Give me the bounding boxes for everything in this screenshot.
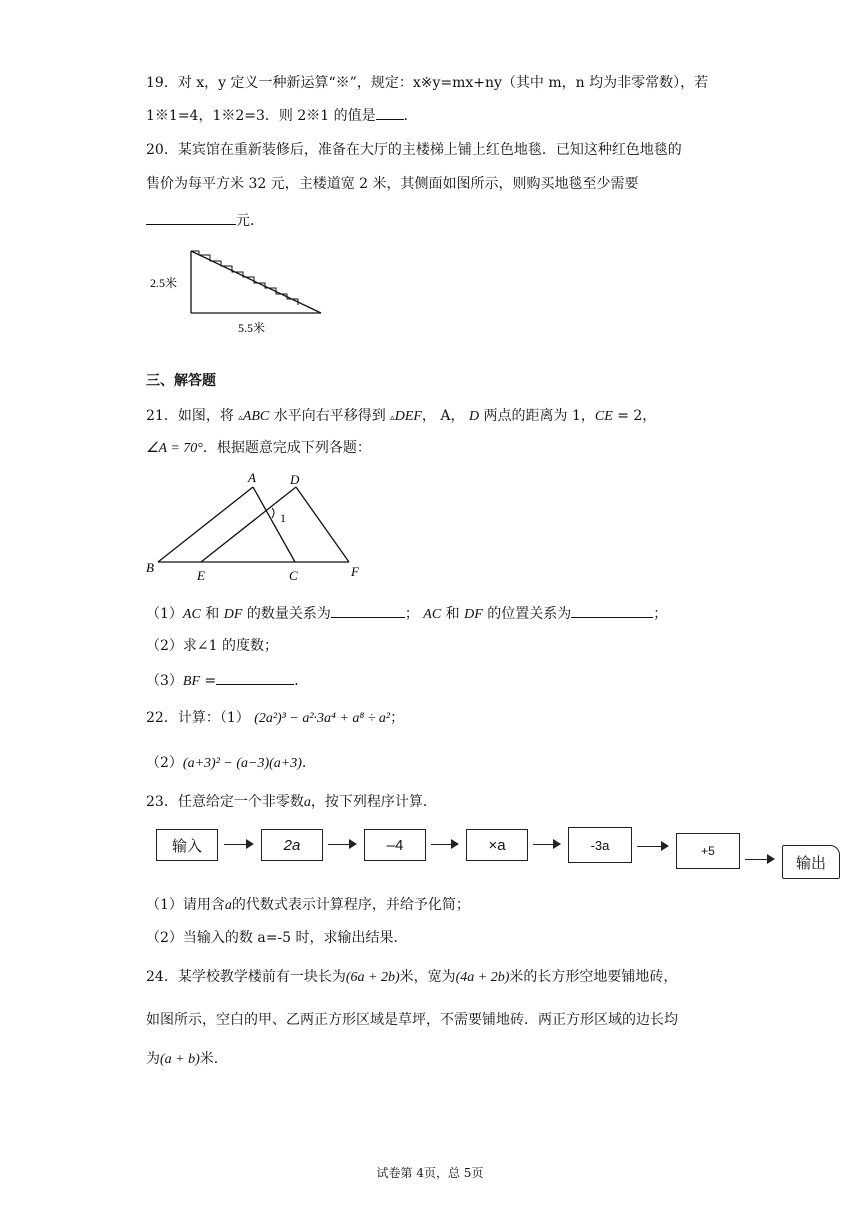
q19-line1: 19．对 x，y 定义一种新运算“※”，规定：x※y=mx+ny（其中 m，n 均为非零常数），若: [146, 75, 709, 91]
flow-step-plus5: +5: [676, 833, 740, 869]
q24-line1: 24．某学校教学楼前有一块长为(6a + 2b)米，宽为(4a + 2b)米的长方形空地要铺地砖，: [146, 969, 678, 985]
label-F: F: [351, 564, 359, 579]
flow-step-times-a: ×a: [466, 829, 528, 861]
label-D: D: [290, 472, 300, 487]
q23-sub1: （1）请用含a的代数式表示计算程序，并给予化简；: [146, 897, 470, 913]
flow-arrow: [431, 844, 457, 845]
label-angle-1: 1: [280, 511, 286, 525]
flow-arrow: [224, 844, 252, 845]
flow-step-input: 输入: [156, 829, 218, 861]
section-title: 三、解答题: [146, 373, 216, 389]
q24-line2: 如图所示，空白的甲、乙两正方形区域是草坪，不需要铺地砖．两正方形区域的边长均: [146, 1012, 678, 1028]
q21-line2: ∠A = 70°．根据题意完成下列各题：: [146, 440, 371, 456]
fig-height-label: 2.5米: [150, 276, 178, 290]
q20-line3: 元．: [146, 210, 264, 231]
answer-blank: [571, 603, 653, 618]
page-footer: 试卷第 4页，总 5页: [376, 1166, 484, 1180]
q20-line1: 20．某宾馆在重新装修后，准备在大厅的主楼梯上铺上红色地毯．已知这种红色地毯的: [146, 142, 682, 158]
answer-blank: [216, 670, 294, 685]
q24-line3: 为(a + b)米．: [146, 1051, 228, 1067]
q22-line2: （2）(a+3)² − (a−3)(a+3)．: [146, 755, 316, 771]
answer-blank: [376, 105, 404, 120]
q23-sub2: （2）当输入的数 a=-5 时，求输出结果．: [146, 930, 408, 946]
q23-line1: 23．任意给定一个非零数a，按下列程序计算．: [146, 794, 437, 810]
staircase-figure: [146, 246, 326, 336]
q21-line1: 21．如图，将 ▵ABC 水平向右平移得到 ▵DEF， A， D 两点的距离为 1，CE = 2，: [146, 408, 657, 424]
q21-sub2: （2）求∠1 的度数；: [146, 638, 278, 654]
flow-arrow: [533, 844, 559, 845]
flow-step-output: 输出: [782, 845, 840, 879]
flow-step-2a: 2a: [261, 829, 323, 861]
label-B: B: [146, 560, 154, 575]
q20-line2: 售价为每平方米 32 元，主楼道宽 2 米，其侧面如图所示，则购买地毯至少需要: [146, 176, 639, 192]
q22-line1: 22．计算：（1） (2a²)³ − a²·3a⁴ + a⁸ ÷ a²；: [146, 710, 405, 726]
flow-step-minus4: –4: [364, 829, 426, 861]
q22-expr1: (2a²)³ − a²·3a⁴ + a⁸ ÷ a²: [254, 711, 391, 726]
flow-arrow: [637, 846, 667, 847]
fig-width-label: 5.5米: [238, 321, 266, 335]
q22-expr2: (a+3)² − (a−3)(a+3): [182, 756, 302, 771]
q19-line2: 1※1=4，1※2=3．则 2※1 的值是 ．: [146, 105, 418, 126]
q21-sub3: （3）BF = ．: [146, 670, 308, 692]
answer-blank: [146, 210, 236, 225]
flow-step-minus3a: -3a: [568, 827, 632, 863]
label-C: C: [289, 568, 298, 583]
label-A: A: [248, 470, 256, 485]
flow-arrow: [328, 844, 355, 845]
flow-arrow: [745, 859, 773, 860]
label-E: E: [197, 568, 205, 583]
answer-blank: [331, 603, 405, 618]
triangle-figure: [146, 470, 371, 585]
q21-sub1: （1）AC 和 DF 的数量关系为 ； AC 和 DF 的位置关系为 ；: [146, 603, 667, 625]
